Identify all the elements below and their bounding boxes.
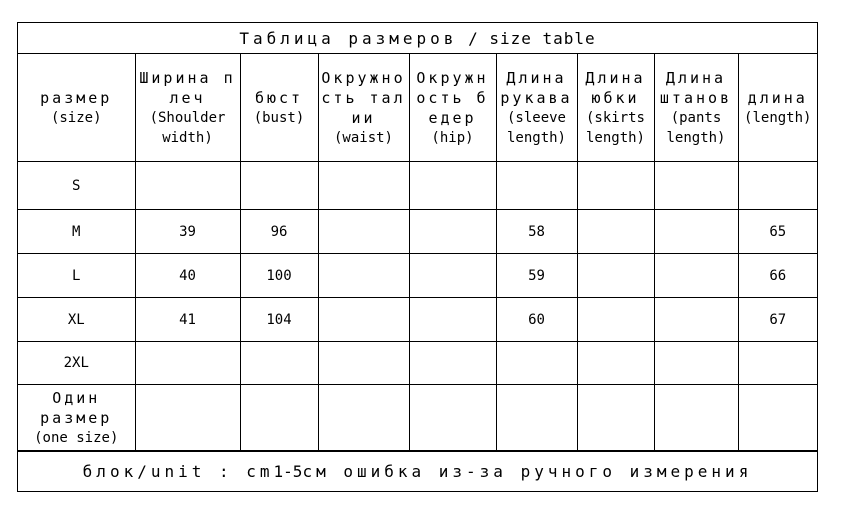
table-cell xyxy=(409,342,496,385)
table-cell: 60 xyxy=(496,298,577,342)
header-shoulder-width: Ширина плеч (Shoulder width) xyxy=(135,54,240,162)
table-cell: 40 xyxy=(135,254,240,298)
header-sleeve-length: Длина рукава (sleeve length) xyxy=(496,54,577,162)
table-cell xyxy=(496,162,577,210)
size-label: M xyxy=(18,210,135,254)
table-cell xyxy=(409,210,496,254)
table-cell xyxy=(496,342,577,385)
table-title-en: / size table xyxy=(468,28,596,48)
table-cell: 65 xyxy=(738,210,817,254)
table-cell xyxy=(318,342,409,385)
table-cell xyxy=(577,210,654,254)
size-label: XL xyxy=(18,298,135,342)
footer-range: 1-5 xyxy=(273,461,303,481)
table-cell xyxy=(240,342,318,385)
header-bust: бюст (bust) xyxy=(240,54,318,162)
table-row xyxy=(18,210,817,254)
table-footer xyxy=(18,450,817,491)
table-row xyxy=(18,298,817,342)
table-cell xyxy=(577,342,654,385)
size-label: 2XL xyxy=(18,342,135,385)
table-title-ru: Таблица размеров xyxy=(239,28,458,48)
size-label-one-size: Один размер (one size) xyxy=(18,385,135,452)
header-skirts-length: Длина юбки (skirts length) xyxy=(577,54,654,162)
table-cell xyxy=(409,162,496,210)
table-cell xyxy=(240,385,318,452)
table-cell xyxy=(577,254,654,298)
table-cell xyxy=(318,298,409,342)
table-cell xyxy=(496,385,577,452)
size-label: S xyxy=(18,162,135,210)
table-cell xyxy=(654,342,738,385)
table-cell: 67 xyxy=(738,298,817,342)
table-cell xyxy=(738,342,817,385)
footer-note: см ошибка из-за ручного измерения xyxy=(302,461,753,481)
table-cell xyxy=(577,385,654,452)
table-cell xyxy=(135,162,240,210)
header-pants-length: Длина штанов (pants length) xyxy=(654,54,738,162)
table-row xyxy=(18,385,817,452)
table-cell xyxy=(654,385,738,452)
table-cell xyxy=(318,162,409,210)
size-table xyxy=(18,54,817,452)
table-cell xyxy=(577,298,654,342)
size-table-frame xyxy=(17,22,818,492)
table-cell xyxy=(409,385,496,452)
table-cell: 104 xyxy=(240,298,318,342)
table-title xyxy=(18,23,817,54)
size-label: L xyxy=(18,254,135,298)
table-row xyxy=(18,342,817,385)
header-hip: Окружность бедер (hip) xyxy=(409,54,496,162)
table-cell xyxy=(318,385,409,452)
table-cell: 59 xyxy=(496,254,577,298)
table-cell xyxy=(738,162,817,210)
table-cell: 41 xyxy=(135,298,240,342)
header-length: длина (length) xyxy=(738,54,817,162)
table-cell xyxy=(654,162,738,210)
table-cell: 39 xyxy=(135,210,240,254)
table-cell xyxy=(738,385,817,452)
header-waist: Окружность талии (waist) xyxy=(318,54,409,162)
footer-unit: блок/unit : cm xyxy=(82,461,274,481)
table-cell xyxy=(409,254,496,298)
table-cell xyxy=(135,342,240,385)
header-row xyxy=(18,54,817,162)
table-cell xyxy=(577,162,654,210)
table-cell xyxy=(240,162,318,210)
table-cell xyxy=(318,210,409,254)
table-cell xyxy=(318,254,409,298)
table-cell xyxy=(654,254,738,298)
table-cell xyxy=(409,298,496,342)
table-row xyxy=(18,162,817,210)
table-cell: 58 xyxy=(496,210,577,254)
table-cell: 96 xyxy=(240,210,318,254)
table-cell xyxy=(654,210,738,254)
table-cell xyxy=(654,298,738,342)
header-size: размер (size) xyxy=(18,54,135,162)
table-cell: 100 xyxy=(240,254,318,298)
table-cell xyxy=(135,385,240,452)
table-row xyxy=(18,254,817,298)
table-cell: 66 xyxy=(738,254,817,298)
